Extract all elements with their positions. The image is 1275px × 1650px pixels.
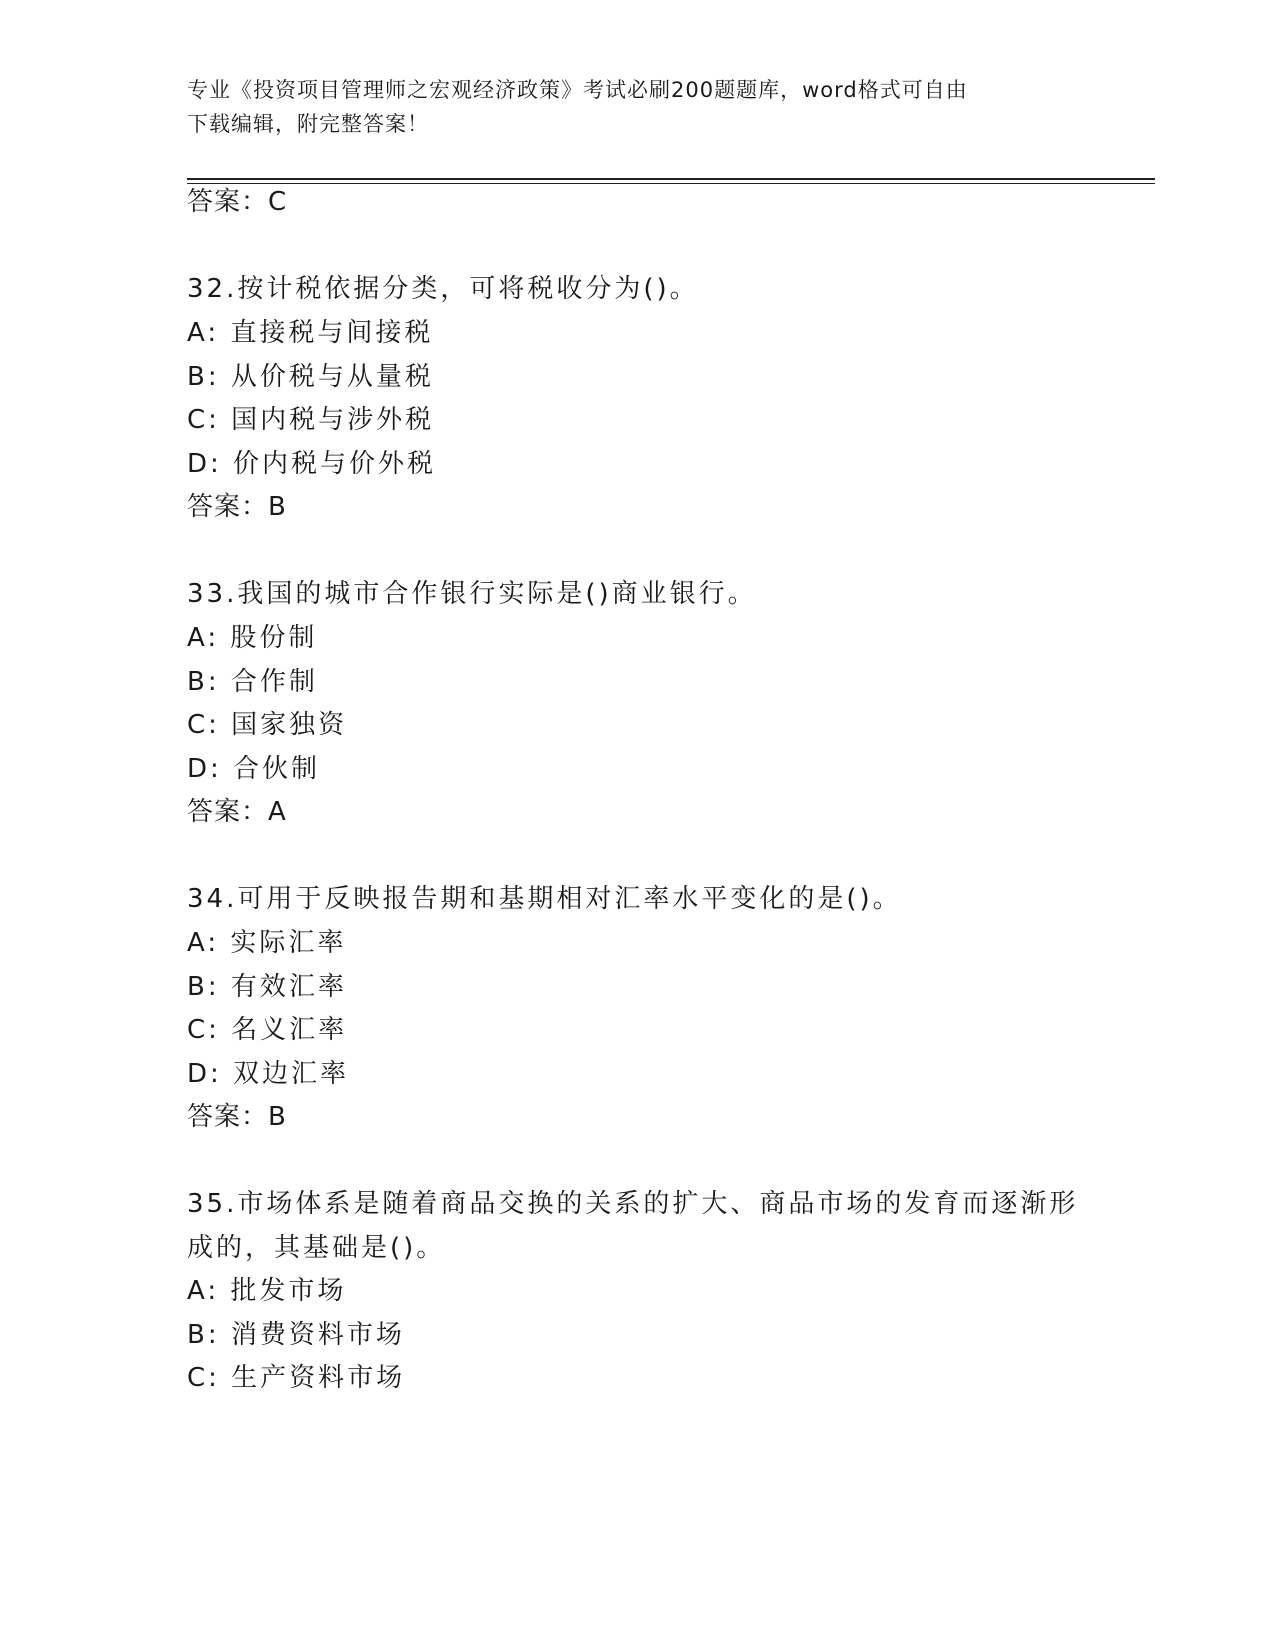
question-stem-35-line-2: 成的，其基础是()。 xyxy=(187,1233,446,1263)
answer-32: 答案：B xyxy=(187,492,287,522)
header-rule-thick xyxy=(187,178,1155,180)
question-stem-33: 33.我国的城市合作银行实际是()商业银行。 xyxy=(187,579,757,609)
answer-34: 答案：B xyxy=(187,1102,287,1132)
option-35-a: A: 批发市场 xyxy=(187,1276,347,1306)
option-33-c: C: 国家独资 xyxy=(187,710,348,740)
option-34-a: A: 实际汇率 xyxy=(187,928,347,958)
header-title-line-1: 专业《投资项目管理师之宏观经济政策》考试必刷200题题库，word格式可自由 xyxy=(187,78,968,102)
option-32-d: D: 价内税与价外税 xyxy=(187,449,437,479)
header-title-line-2: 下载编辑，附完整答案！ xyxy=(187,112,429,136)
option-34-b: B: 有效汇率 xyxy=(187,972,347,1002)
option-33-d: D: 合伙制 xyxy=(187,754,321,784)
previous-answer: 答案：C xyxy=(187,187,288,217)
option-33-a: A: 股份制 xyxy=(187,623,318,653)
option-34-d: D: 双边汇率 xyxy=(187,1059,350,1089)
option-35-c: C: 生产资料市场 xyxy=(187,1363,406,1393)
header-rule-thin xyxy=(187,183,1155,184)
option-35-b: B: 消费资料市场 xyxy=(187,1320,405,1350)
document-header xyxy=(187,73,1087,141)
option-32-a: A: 直接税与间接税 xyxy=(187,318,434,348)
option-32-b: B: 从价税与从量税 xyxy=(187,362,434,392)
question-stem-35-line-1: 35.市场体系是随着商品交换的关系的扩大、商品市场的发育而逐渐形 xyxy=(187,1189,1079,1219)
option-32-c: C: 国内税与涉外税 xyxy=(187,405,435,435)
question-stem-34: 34.可用于反映报告期和基期相对汇率水平变化的是()。 xyxy=(187,884,902,914)
question-stem-32: 32.按计税依据分类，可将税收分为()。 xyxy=(187,274,699,304)
option-34-c: C: 名义汇率 xyxy=(187,1015,348,1045)
answer-33: 答案：A xyxy=(187,797,287,827)
option-33-b: B: 合作制 xyxy=(187,667,318,697)
